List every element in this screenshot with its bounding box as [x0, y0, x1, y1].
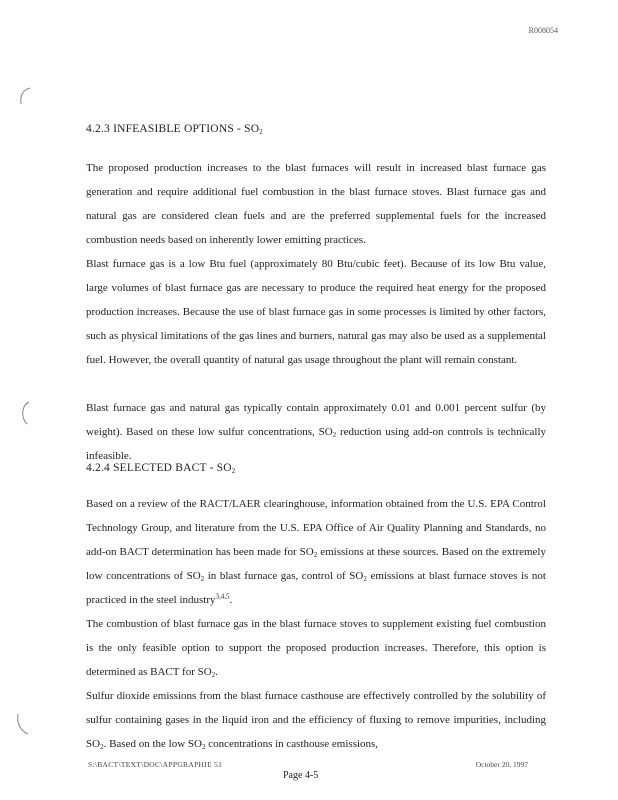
margin-mark-icon [18, 400, 32, 426]
section-423-paragraph-3: Blast furnace gas and natural gas typically contain approximately 0.01 and 0.001 percent sulfur (by weight). Based on these low sulfur concentrations, $SO_2$ reduction using add-on controls is technically infeasible. [86, 402, 546, 462]
document-id: R008054 [528, 26, 558, 35]
section-424-paragraph-1: Based on a review of the RACT/LAER clearinghouse, information obtained from the U.S. EPA Control Technology Group, and literature from the U.S. EPA Office of Air Quality Planning and Standards, no add-on BACT determination has been made for $SO_2$ emissions at these sources. Based on the extremely low concentrations of $SO_2$ in blast furnace gas, control of $SO_2$ emissions at blast furnace stoves is not practiced in the steel industry$^{3,4,5}$. [86, 498, 546, 606]
page-number: Page 4-5 [283, 770, 319, 781]
section-423-heading: 4.2.3 INFEASIBLE OPTIONS - $SO_2$ [86, 123, 263, 136]
section-423-paragraph-1: The proposed production increases to the blast furnaces will result in increased blast furnace gas generation and require additional fuel combustion in the blast furnace stoves. Blast furnace gas and natural gas are considered clean fuels and are the preferred supplemental fuels for the increased combustion needs based on inherently lower emitting practices. [86, 162, 546, 246]
margin-mark-icon [18, 86, 32, 106]
footer-date: October 20, 1997 [475, 760, 528, 769]
section-424-paragraph-3: Sulfur dioxide emissions from the blast furnace casthouse are effectively controlled by the solubility of sulfur containing gases in the liquid iron and the efficiency of fluxing to remove impurities, including $SO_2$. Based on the low $SO_2$ concentrations in casthouse emissions, [86, 690, 546, 751]
section-423-paragraph-2: Blast furnace gas is a low Btu fuel (approximately 80 Btu/cubic feet). Because of its low Btu value, large volumes of blast furnace gas are necessary to produce the required heat energy for the proposed production increases. Because the use of blast furnace gas in some processes is limited by other factors, such as physical limitations of the gas lines and burners, natural gas may also be used as a supplemental fuel. However, the overall quantity of natural gas usage throughout the plant will remain constant. [86, 258, 546, 366]
footer-file-path: S:\BACT\TEXT\DOC\APPGRAPHIE 51 [88, 760, 223, 769]
section-424-heading: 4.2.4 SELECTED BACT - $SO_2$ [86, 462, 236, 475]
margin-mark-icon [14, 712, 32, 738]
section-424-paragraph-2: The combustion of blast furnace gas in the blast furnace stoves to supplement existing fuel combustion is the only feasible option to support the proposed production increases. Therefore, this option is determined as BACT for $SO_2$. [86, 618, 546, 679]
